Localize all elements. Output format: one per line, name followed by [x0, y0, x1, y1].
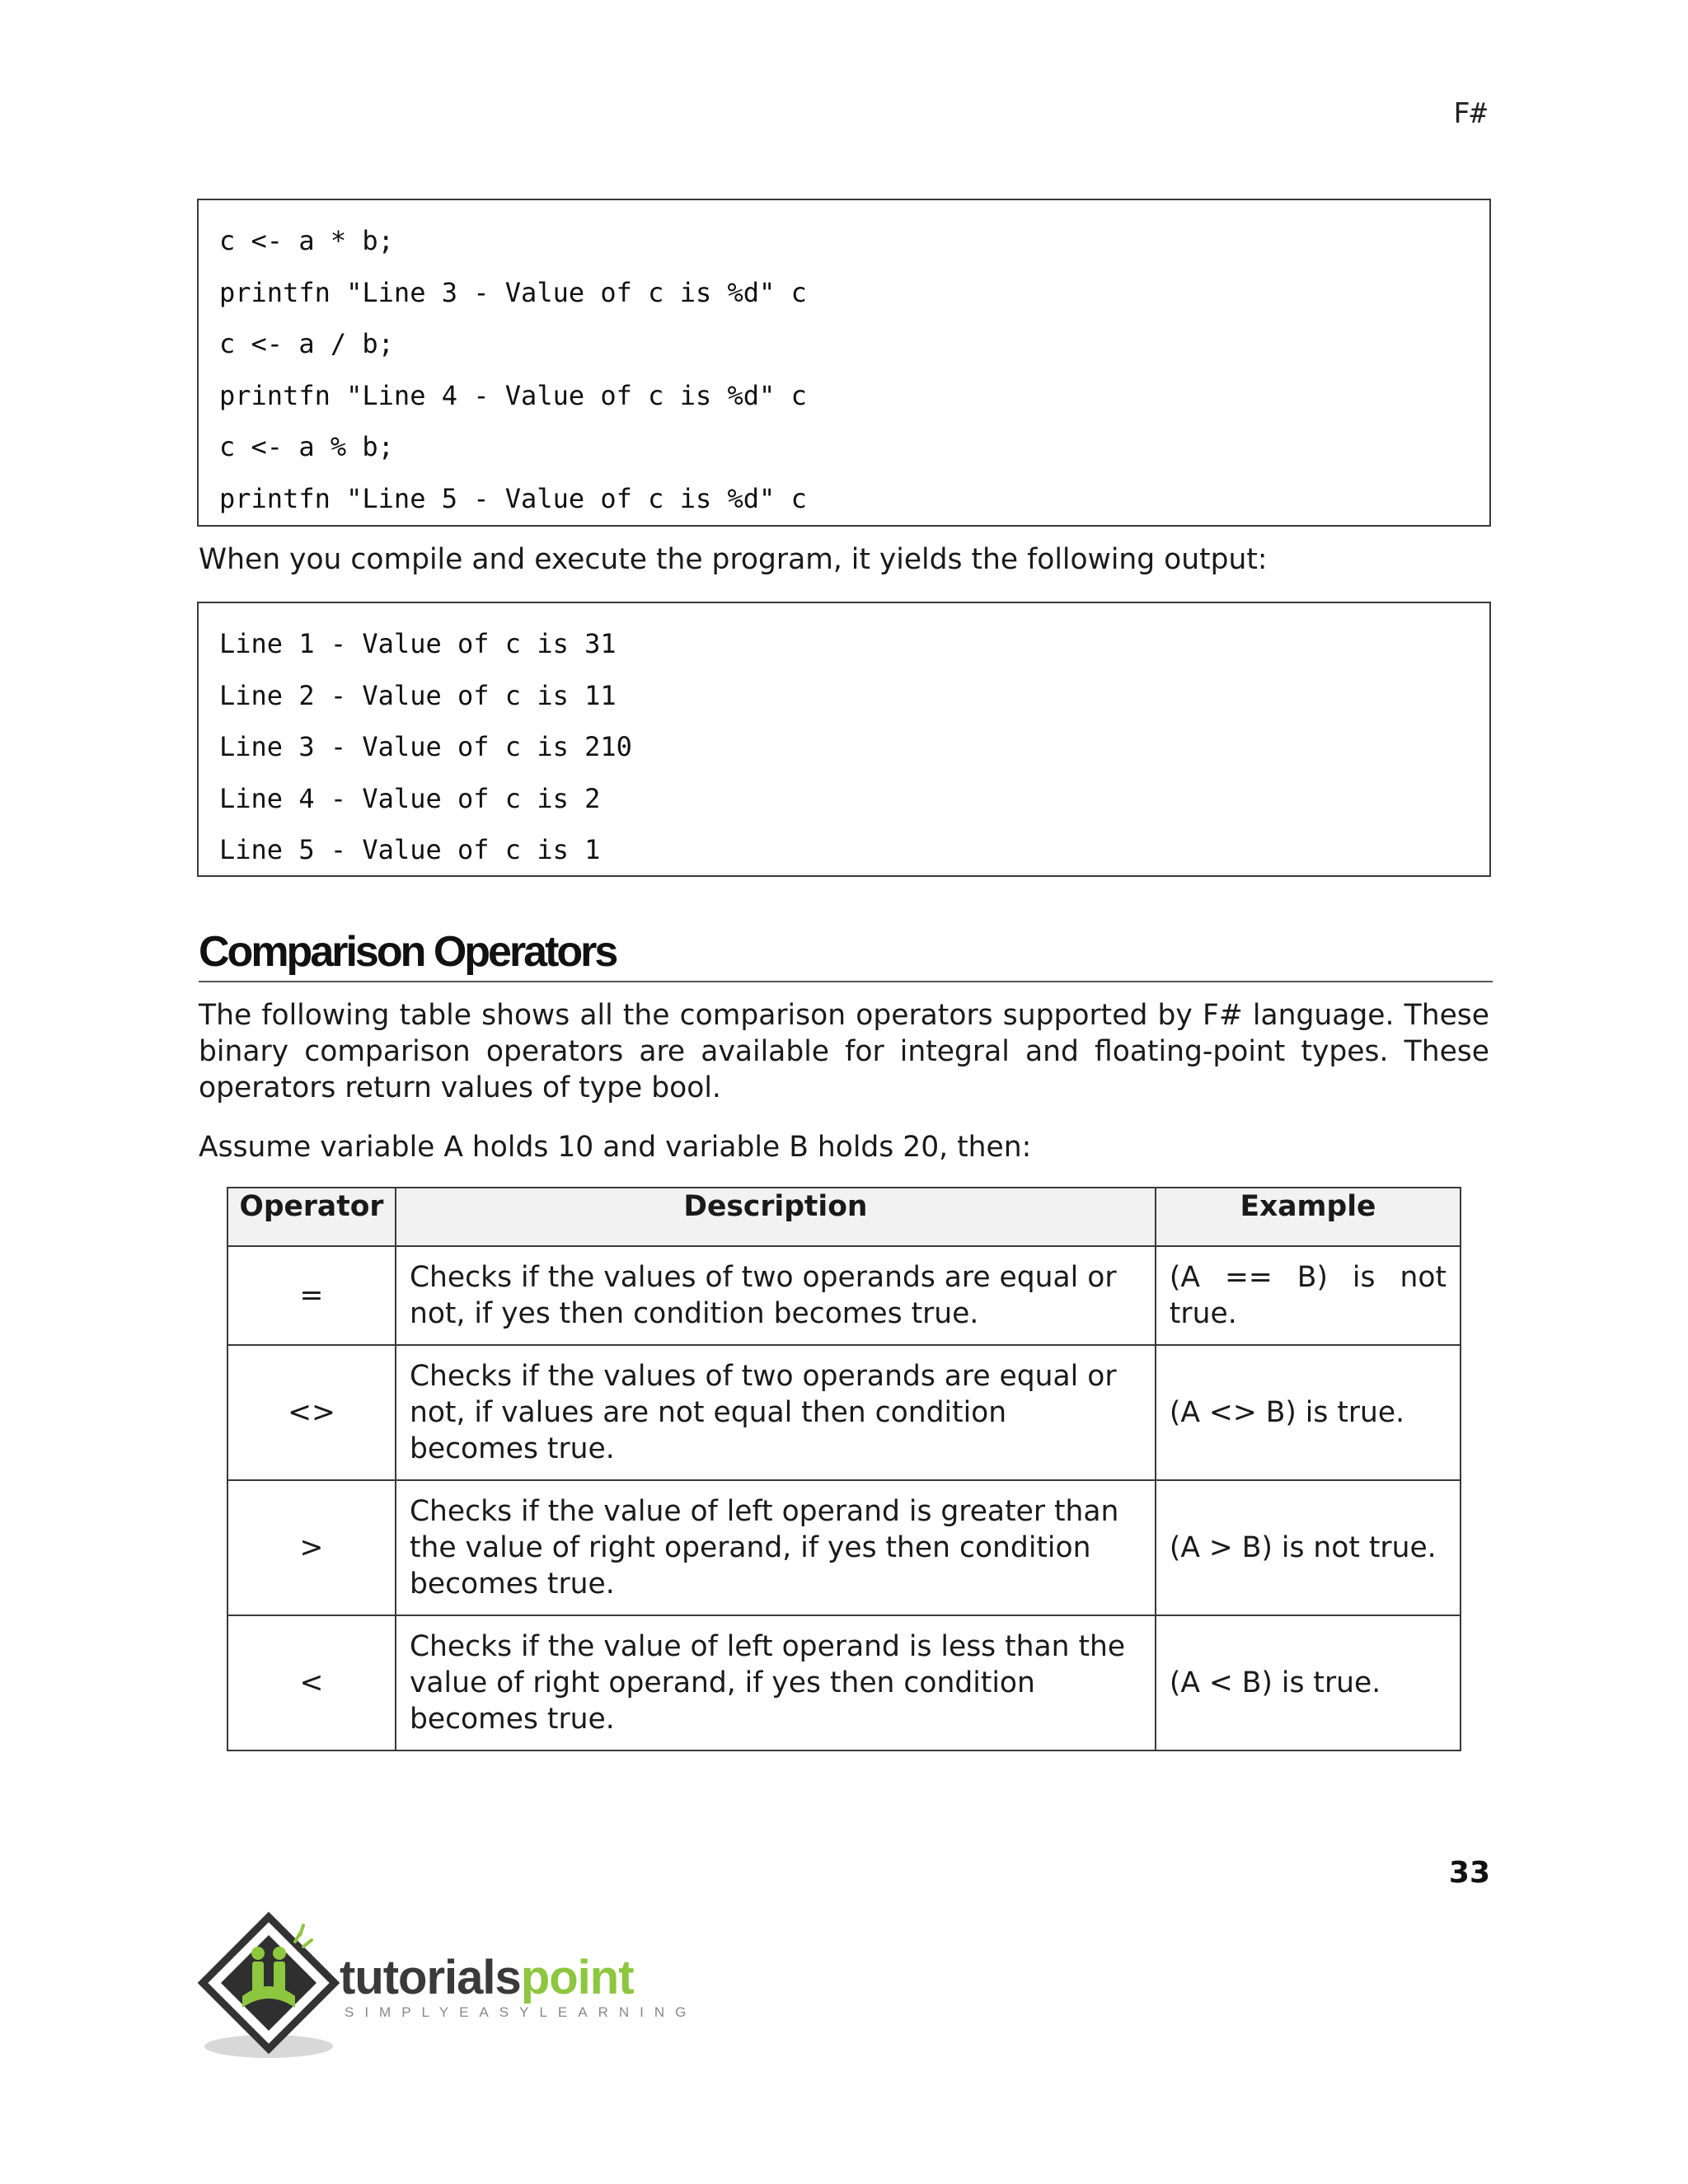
table-row — [227, 1615, 1461, 1750]
comparison-operators-table — [227, 1187, 1461, 1751]
tutorialspoint-logo — [195, 1910, 706, 2067]
code-line: c <- a % b; — [219, 431, 394, 462]
output-line: Line 5 - Value of c is 1 — [219, 834, 601, 865]
code-line: printfn "Line 3 - Value of c is %d" c — [219, 276, 807, 308]
table-row — [227, 1480, 1461, 1615]
description-cell: Checks if the values of two operands are equal or not, if values are not equal then condition becomes true. — [396, 1345, 1156, 1480]
operator-cell: <> — [227, 1345, 396, 1480]
header-example: Example — [1156, 1188, 1461, 1246]
description-cell: Checks if the value of left operand is less than the value of right operand, if yes then condition becomes true. — [396, 1615, 1156, 1750]
output-intro-text: When you compile and execute the program, it yields the following output: — [199, 543, 1268, 576]
logo-tagline: SIMPLYEASYLEARNING — [345, 2004, 697, 2020]
table-header-row — [227, 1188, 1461, 1246]
output-line: Line 4 - Value of c is 2 — [219, 782, 601, 814]
description-cell: Checks if the values of two operands are equal or not, if yes then condition becomes true. — [396, 1246, 1156, 1345]
description-cell: Checks if the value of left operand is greater than the value of right operand, if yes then condition becomes true. — [396, 1480, 1156, 1615]
example-cell: (A < B) is true. — [1156, 1615, 1461, 1750]
page-number: 33 — [1448, 1856, 1490, 1890]
header-label: F# — [1453, 97, 1487, 130]
section-title: Comparison Operators — [199, 925, 1493, 982]
assumption-text: Assume variable A holds 10 and variable B holds 20, then: — [199, 1131, 1032, 1164]
operator-cell: > — [227, 1480, 396, 1615]
example-cell: (A == B) is not true. — [1156, 1246, 1461, 1345]
code-line: c <- a * b; — [219, 225, 394, 256]
code-block — [197, 199, 1491, 527]
code-line: printfn "Line 5 - Value of c is %d" c — [219, 482, 807, 514]
table-row — [227, 1345, 1461, 1480]
output-line: Line 2 - Value of c is 11 — [219, 679, 617, 711]
logo-text-point: point — [520, 1951, 634, 2004]
logo-wordmark — [340, 1953, 634, 2003]
output-line: Line 1 - Value of c is 31 — [219, 628, 617, 659]
code-line: c <- a / b; — [219, 328, 394, 359]
table-row — [227, 1246, 1461, 1345]
operator-cell: = — [227, 1246, 396, 1345]
section-description: The following table shows all the comparison operators supported by F# language. These binary comparison operators are available for integral and floating-point types. These operators return values of type bool. — [199, 999, 1489, 1104]
example-cell: (A <> B) is true. — [1156, 1345, 1461, 1480]
logo-diamond-icon — [195, 1910, 343, 2067]
logo-text-tutorials: tutorials — [340, 1951, 521, 2004]
header-operator: Operator — [227, 1188, 396, 1246]
output-line: Line 3 - Value of c is 210 — [219, 731, 632, 762]
code-line: printfn "Line 4 - Value of c is %d" c — [219, 379, 807, 411]
example-cell: (A > B) is not true. — [1156, 1480, 1461, 1615]
output-block — [197, 602, 1491, 877]
operator-cell: < — [227, 1615, 396, 1750]
header-description: Description — [396, 1188, 1156, 1246]
